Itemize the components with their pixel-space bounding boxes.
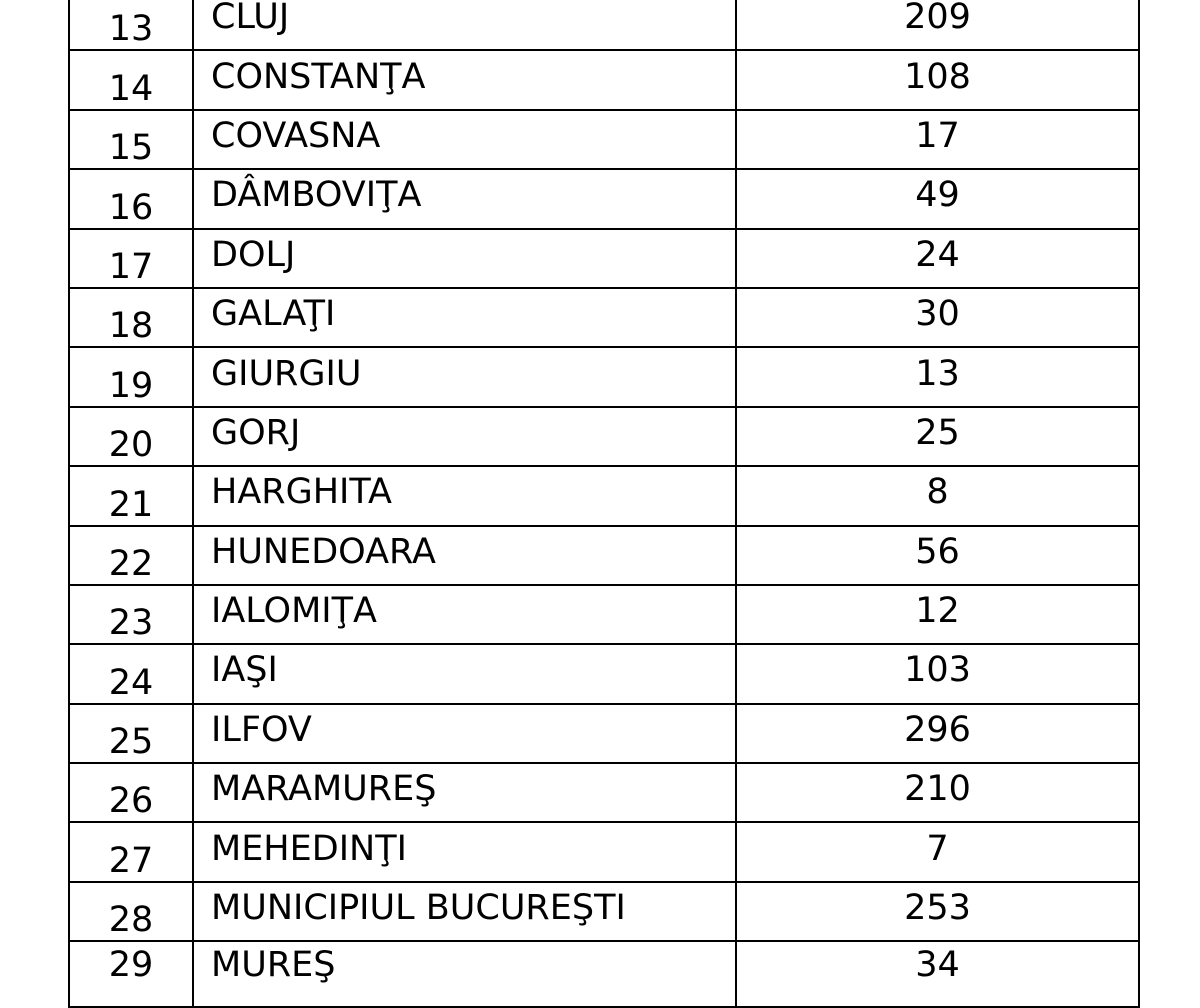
row-number: 26 [69, 763, 193, 822]
county-value: 56 [736, 526, 1139, 585]
table-row [69, 169, 1139, 228]
county-name: ILFOV [193, 704, 736, 763]
county-value: 103 [736, 644, 1139, 703]
county-value: 17 [736, 110, 1139, 169]
county-name: MARAMUREŞ [193, 763, 736, 822]
county-value: 12 [736, 585, 1139, 644]
table-row [69, 50, 1139, 109]
table-row [69, 466, 1139, 525]
county-name: IAŞI [193, 644, 736, 703]
row-number: 14 [69, 50, 193, 109]
table-row [69, 644, 1139, 703]
table-row [69, 407, 1139, 466]
county-value: 108 [736, 50, 1139, 109]
row-number: 16 [69, 169, 193, 228]
table-row [69, 704, 1139, 763]
row-number: 22 [69, 526, 193, 585]
county-value: 296 [736, 704, 1139, 763]
county-value: 34 [736, 941, 1139, 1006]
county-name: CLUJ [193, 0, 736, 50]
county-name: DOLJ [193, 229, 736, 288]
row-number: 13 [69, 0, 193, 50]
county-name: COVASNA [193, 110, 736, 169]
row-number: 20 [69, 407, 193, 466]
table-row [69, 288, 1139, 347]
county-value: 24 [736, 229, 1139, 288]
county-value: 13 [736, 347, 1139, 406]
row-number: 28 [69, 882, 193, 941]
table-row [69, 347, 1139, 406]
table-row [69, 526, 1139, 585]
county-value: 30 [736, 288, 1139, 347]
row-number: 29 [69, 941, 193, 1006]
county-value: 25 [736, 407, 1139, 466]
county-name: IALOMIŢA [193, 585, 736, 644]
row-number: 17 [69, 229, 193, 288]
row-number: 25 [69, 704, 193, 763]
county-name: DÂMBOVIŢA [193, 169, 736, 228]
table-row [69, 110, 1139, 169]
county-name: HUNEDOARA [193, 526, 736, 585]
county-value: 8 [736, 466, 1139, 525]
row-number: 24 [69, 644, 193, 703]
row-number: 18 [69, 288, 193, 347]
county-name: GALAŢI [193, 288, 736, 347]
county-name: CONSTANŢA [193, 50, 736, 109]
county-value: 209 [736, 0, 1139, 50]
county-value: 49 [736, 169, 1139, 228]
county-name: HARGHITA [193, 466, 736, 525]
county-value: 210 [736, 763, 1139, 822]
table-row [69, 585, 1139, 644]
county-name: GORJ [193, 407, 736, 466]
table-row [69, 0, 1139, 50]
county-table [68, 0, 1140, 1008]
row-number: 23 [69, 585, 193, 644]
row-number: 19 [69, 347, 193, 406]
row-number: 15 [69, 110, 193, 169]
table-row [69, 941, 1139, 1006]
row-number: 27 [69, 822, 193, 881]
county-value: 253 [736, 882, 1139, 941]
table-row [69, 763, 1139, 822]
county-name: MUREŞ [193, 941, 736, 1006]
county-name: MEHEDINŢI [193, 822, 736, 881]
county-table-container [68, 0, 1140, 1008]
row-number: 21 [69, 466, 193, 525]
table-row [69, 229, 1139, 288]
table-row [69, 882, 1139, 941]
county-name: MUNICIPIUL BUCUREŞTI [193, 882, 736, 941]
county-name: GIURGIU [193, 347, 736, 406]
table-row [69, 822, 1139, 881]
county-value: 7 [736, 822, 1139, 881]
